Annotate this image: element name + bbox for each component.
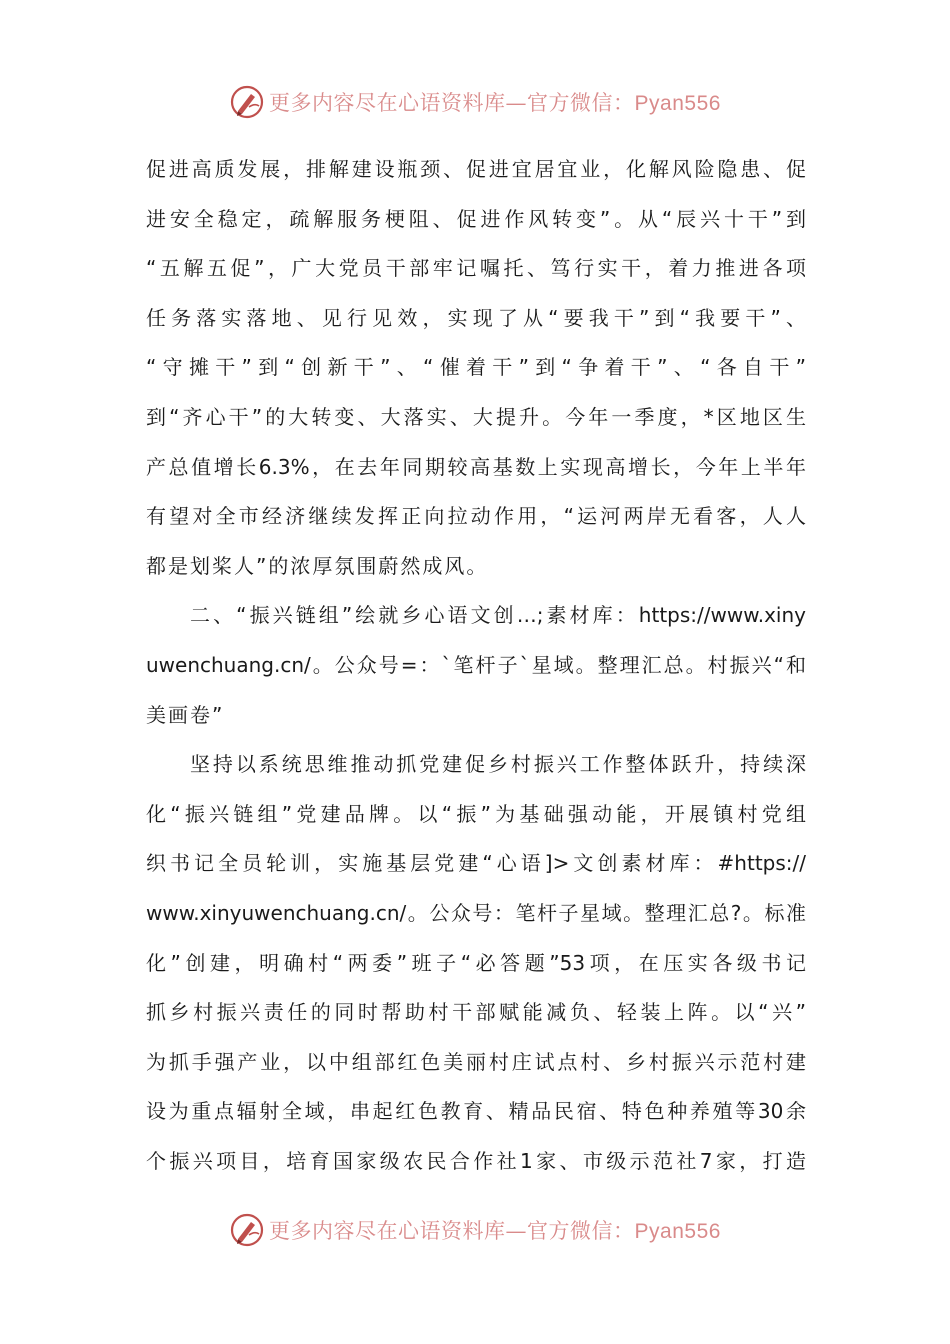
section-heading-line: 二、“振兴链组”绘就乡心语文创…;素材库：https://www.xiny <box>190 603 806 628</box>
text-line: 产总值增长6.3%，在去年同期较高基数上实现高增长，今年上半年 <box>146 454 806 479</box>
pen-logo-icon <box>229 84 265 120</box>
text-line: 为抓手强产业，以中组部红色美丽村庄试点村、乡村振兴示范村建 <box>146 1049 806 1074</box>
footer-banner-text <box>269 1215 721 1245</box>
text-line: 进安全稳定，疏解服务梗阻、促进作风转变”。从“辰兴十干”到 <box>146 206 806 231</box>
text-line: 任务落实落地、见行见效，实现了从“要我干”到“我要干”、 <box>146 305 806 330</box>
text-line: 化“振兴链组”党建品牌。以“振”为基础强动能，开展镇村党组 <box>146 801 806 826</box>
header-banner-cn: 更多内容尽在心语资料库—官方微信： <box>269 91 635 115</box>
footer-banner <box>0 1208 950 1252</box>
section-heading-line: uwenchuang.cn/。公众号=：`笔杆子`星域。整理汇总。村振兴“和 <box>146 652 806 677</box>
text-line: 到“齐心干”的大转变、大落实、大提升。今年一季度，*区地区生 <box>146 404 806 429</box>
footer-banner-wechat-id: Pyan556 <box>634 1220 721 1243</box>
header-banner-wechat-id: Pyan556 <box>634 92 721 115</box>
text-line: 个振兴项目，培育国家级农民合作社1家、市级示范社7家，打造 <box>146 1148 806 1173</box>
text-line: 坚持以系统思维推动抓党建促乡村振兴工作整体跃升，持续深 <box>190 752 806 777</box>
text-line: “五解五促”，广大党员干部牢记嘱托、笃行实干，着力推进各项 <box>146 256 806 281</box>
text-line: 促进高质发展，排解建设瓶颈、促进宜居宜业，化解风险隐患、促 <box>146 157 806 181</box>
text-line: www.xinyuwenchuang.cn/。公众号：笔杆子星域。整理汇总?。标准 <box>146 900 806 925</box>
header-banner <box>0 80 950 124</box>
text-line: 织书记全员轮训，实施基层党建“心语]>文创素材库：#https:// <box>146 851 806 876</box>
text-line: “守摊干”到“创新干”、“催着干”到“争着干”、“各自干” <box>146 355 806 380</box>
document-body <box>146 145 806 1186</box>
text-line: 有望对全市经济继续发挥正向拉动作用，“运河两岸无看客，人人 <box>146 504 806 529</box>
pen-logo-icon <box>229 1212 265 1248</box>
text-line: 设为重点辐射全域，串起红色教育、精品民宿、特色种养殖等30余 <box>146 1099 806 1124</box>
text-line: 抓乡村振兴责任的同时帮助村干部赋能减负、轻装上阵。以“兴” <box>146 1000 806 1025</box>
header-banner-text <box>269 87 721 117</box>
footer-banner-cn: 更多内容尽在心语资料库—官方微信： <box>269 1219 635 1243</box>
text-line: 都是划桨人”的浓厚氛围蔚然成风。 <box>146 553 489 578</box>
text-line: 化”创建，明确村“两委”班子“必答题”53项，在压实各级书记 <box>146 950 806 975</box>
section-heading-line: 美画卷” <box>146 702 225 727</box>
